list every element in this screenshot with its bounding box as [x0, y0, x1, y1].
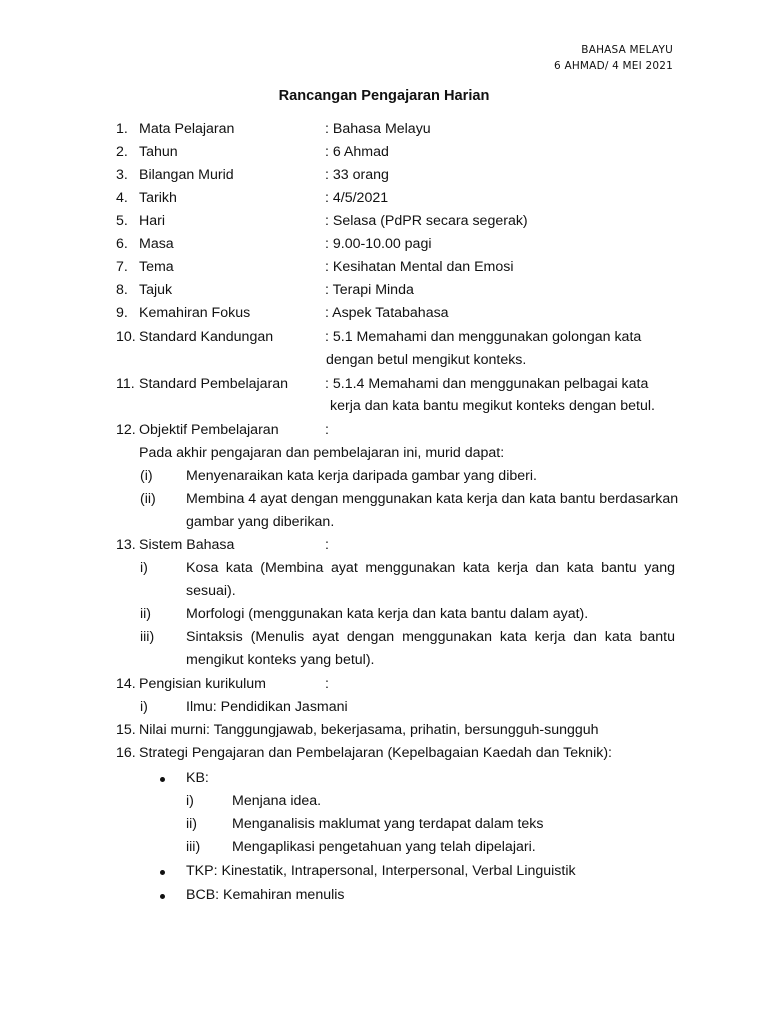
point-marker: (i): [140, 468, 153, 484]
point-marker: i): [186, 793, 194, 809]
tkp-text: TKP: Kinestatik, Intrapersonal, Interpersonal, Verbal Linguistik: [186, 863, 576, 879]
item-label: Hari: [139, 213, 166, 229]
point-marker: iii): [140, 629, 155, 645]
item-label: Pengisian kurikulum: [139, 676, 266, 692]
item-label: Sistem Bahasa: [139, 537, 235, 553]
point-text: Mengaplikasi pengetahuan yang telah dipelajari.: [232, 839, 536, 855]
item-number: 9.: [116, 305, 128, 321]
item-label: Tajuk: [139, 282, 173, 298]
point-marker: ii): [186, 816, 198, 832]
point-text: Membina 4 ayat dengan menggunakan kata kerja dan kata bantu berdasarkan: [186, 491, 679, 507]
point-text-continued: mengikut konteks yang betul).: [186, 652, 375, 668]
item-value: : Aspek Tatabahasa: [325, 305, 449, 321]
point-text: Menjana idea.: [232, 793, 322, 809]
point-marker: ii): [140, 606, 152, 622]
item-number: 16.: [116, 745, 136, 761]
point-marker: iii): [186, 839, 201, 855]
point-text: Kosa kata (Membina ayat menggunakan kata kerja dan kata bantu yang: [186, 560, 675, 576]
item-label: Standard Kandungan: [139, 329, 274, 345]
item-number: 10.: [116, 329, 136, 345]
item-label: Bilangan Murid: [139, 167, 234, 183]
item-text: Nilai murni: Tanggungjawab, bekerjasama, prihatin, bersungguh-sungguh: [139, 722, 599, 738]
page-title: Rancangan Pengajaran Harian: [278, 88, 490, 104]
item-value: : Kesihatan Mental dan Emosi: [325, 259, 514, 275]
kb-label: KB:: [186, 770, 209, 786]
item-number: 8.: [116, 282, 128, 298]
point-text: Menganalisis maklumat yang terdapat dalam teks: [232, 816, 544, 832]
bcb-text: BCB: Kemahiran menulis: [186, 887, 345, 903]
item-value: : Selasa (PdPR secara segerak): [325, 213, 528, 229]
item-text: Strategi Pengajaran dan Pembelajaran (Kepelbagaian Kaedah dan Teknik):: [139, 745, 612, 761]
item-label: Tahun: [139, 144, 178, 160]
point-text: Morfologi (menggunakan kata kerja dan kata bantu dalam ayat).: [186, 606, 589, 622]
item-label: Standard Pembelajaran: [139, 376, 289, 392]
item-number: 12.: [116, 422, 136, 438]
item-value: : 9.00-10.00 pagi: [325, 236, 432, 252]
item-value-continued: dengan betul mengikut konteks.: [326, 352, 527, 368]
item-value: : Terapi Minda: [325, 282, 414, 298]
item-label: Objektif Pembelajaran: [139, 422, 279, 438]
item-number: 14.: [116, 676, 136, 692]
item-value-continued: kerja dan kata bantu megikut konteks dengan betul.: [330, 398, 655, 414]
item-value: : 6 Ahmad: [325, 144, 389, 160]
item-label: Mata Pelajaran: [139, 121, 235, 137]
bullet-icon: [160, 770, 165, 782]
point-text: Menyenaraikan kata kerja daripada gambar yang diberi.: [186, 468, 537, 484]
item-number: 7.: [116, 259, 128, 275]
item-value: : Bahasa Melayu: [325, 121, 431, 137]
item-number: 5.: [116, 213, 128, 229]
item-value: : 5.1.4 Memahami dan menggunakan pelbagai kata: [325, 376, 649, 392]
item-value: : 4/5/2021: [325, 190, 389, 206]
item-colon: :: [325, 676, 329, 692]
item-number: 2.: [116, 144, 128, 160]
item-number: 3.: [116, 167, 128, 183]
point-text-continued: sesuai).: [186, 583, 236, 599]
point-marker: i): [140, 560, 148, 576]
bullet-icon: [160, 863, 165, 875]
item-label: Tema: [139, 259, 174, 275]
item-number: 13.: [116, 537, 136, 553]
header-class-date: 6 AHMAD/ 4 MEI 2021: [554, 60, 673, 72]
item-value: : 33 orang: [325, 167, 389, 183]
point-text-continued: gambar yang diberikan.: [186, 514, 335, 530]
point-text: Sintaksis (Menulis ayat dengan menggunakan kata kerja dan kata bantu: [186, 629, 675, 645]
point-marker: (ii): [140, 491, 156, 507]
point-marker: i): [140, 699, 148, 715]
header-subject: BAHASA MELAYU: [581, 44, 673, 56]
item-colon: :: [325, 537, 329, 553]
item-number: 6.: [116, 236, 128, 252]
item-number: 15.: [116, 722, 136, 738]
item-number: 11.: [116, 376, 135, 392]
bullet-icon: [160, 887, 165, 899]
item-label: Kemahiran Fokus: [139, 305, 251, 321]
point-text: Ilmu: Pendidikan Jasmani: [186, 699, 348, 715]
item-colon: :: [325, 422, 329, 438]
item-label: Tarikh: [139, 190, 177, 206]
item-label: Masa: [139, 236, 174, 252]
objektif-intro: Pada akhir pengajaran dan pembelajaran ini, murid dapat:: [139, 445, 505, 461]
item-number: 4.: [116, 190, 128, 206]
item-number: 1.: [116, 121, 128, 137]
item-value: : 5.1 Memahami dan menggunakan golongan kata: [325, 329, 642, 345]
